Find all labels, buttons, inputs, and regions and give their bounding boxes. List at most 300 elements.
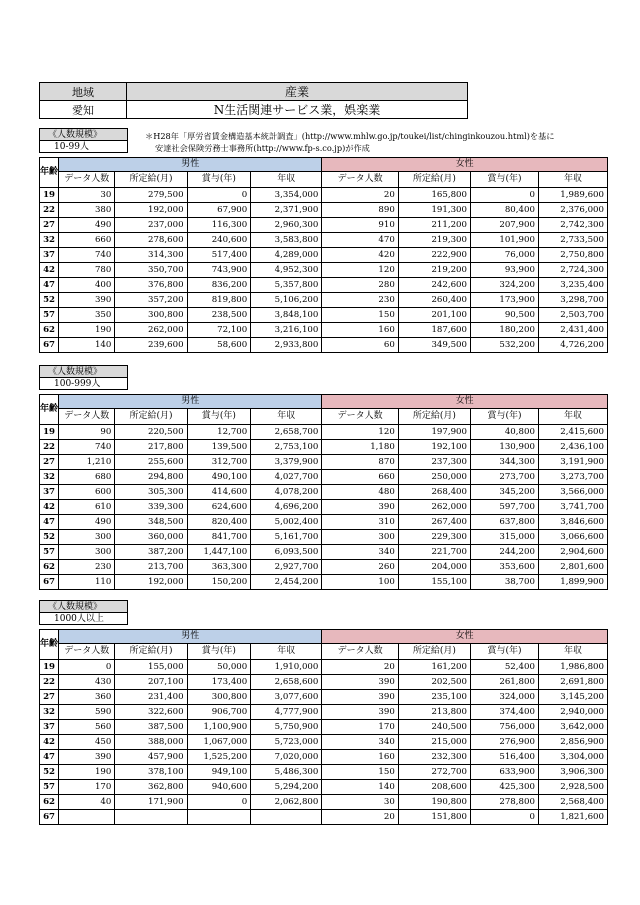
- female-bonus-cell: 207,900: [470, 218, 538, 233]
- age-cell: 52: [40, 293, 59, 308]
- female-bonus-cell: 532,200: [470, 338, 538, 353]
- male-bonus-cell: 0: [187, 188, 251, 203]
- male-monthly-salary-cell: [115, 810, 187, 825]
- male-monthly-salary-cell: 388,000: [115, 735, 187, 750]
- section-size: 10-99人: [39, 140, 128, 153]
- female-bonus-cell: 637,800: [470, 515, 538, 530]
- female-data-count-cell: 420: [322, 248, 398, 263]
- female-bonus-cell: 40,800: [470, 425, 538, 440]
- female-bonus-cell: 324,200: [470, 278, 538, 293]
- age-cell: 42: [40, 263, 59, 278]
- female-bonus-cell: 76,000: [470, 248, 538, 263]
- age-cell: 62: [40, 560, 59, 575]
- female-data-count-cell: 260: [322, 560, 398, 575]
- male-data-count-cell: 450: [59, 735, 115, 750]
- female-annual-income-cell: 1,821,600: [538, 810, 607, 825]
- male-bonus-cell: 50,000: [187, 660, 251, 675]
- male-annual-income-cell: 5,486,300: [251, 765, 322, 780]
- female-annual-income-cell: 3,235,400: [538, 278, 607, 293]
- male-monthly-salary-cell: 314,300: [115, 248, 187, 263]
- female-data-count-cell: 660: [322, 470, 398, 485]
- male-annual-income-cell: 3,354,000: [251, 188, 322, 203]
- female-annual-income-cell: 2,415,600: [538, 425, 607, 440]
- female-data-count-cell: 160: [322, 750, 398, 765]
- table-row: [40, 440, 608, 455]
- female-annual-income-cell: 2,503,700: [538, 308, 607, 323]
- table-row: [40, 425, 608, 440]
- female-data-count-cell: 30: [322, 795, 398, 810]
- female-data-count-header: データ人数: [322, 409, 398, 425]
- male-header: 男性: [59, 395, 322, 409]
- age-cell: 22: [40, 675, 59, 690]
- male-data-count-cell: 350: [59, 308, 115, 323]
- male-monthly-salary-cell: 192,000: [115, 203, 187, 218]
- male-monthly-salary-cell: 357,200: [115, 293, 187, 308]
- male-monthly-salary-cell: 255,600: [115, 455, 187, 470]
- male-annual-income-cell: 2,753,100: [251, 440, 322, 455]
- age-cell: 52: [40, 530, 59, 545]
- table-row: [40, 515, 608, 530]
- age-cell: 47: [40, 750, 59, 765]
- female-monthly-salary-cell: 240,500: [398, 720, 470, 735]
- age-header: 年齢: [40, 630, 59, 660]
- female-monthly-salary-cell: 221,700: [398, 545, 470, 560]
- male-bonus-cell: 12,700: [187, 425, 251, 440]
- table-row: [40, 470, 608, 485]
- age-cell: 19: [40, 188, 59, 203]
- female-annual-income-cell: 3,191,900: [538, 455, 607, 470]
- female-data-count-cell: 160: [322, 323, 398, 338]
- table-row: [40, 690, 608, 705]
- male-annual-income-cell: 3,848,100: [251, 308, 322, 323]
- female-annual-income-cell: 2,376,000: [538, 203, 607, 218]
- age-cell: 57: [40, 545, 59, 560]
- section-label: 《人数規模》: [39, 600, 128, 612]
- female-data-count-cell: 910: [322, 218, 398, 233]
- female-data-count-cell: 390: [322, 705, 398, 720]
- age-cell: 42: [40, 735, 59, 750]
- female-bonus-cell: 516,400: [470, 750, 538, 765]
- male-data-count-cell: 600: [59, 485, 115, 500]
- female-monthly-salary-cell: 208,600: [398, 780, 470, 795]
- male-annual-income-cell: [251, 810, 322, 825]
- female-data-count-cell: 60: [322, 338, 398, 353]
- male-bonus-cell: 150,200: [187, 575, 251, 590]
- salary-table: [39, 157, 608, 353]
- female-data-count-cell: 140: [322, 780, 398, 795]
- male-monthly-salary-cell: 279,500: [115, 188, 187, 203]
- table-row: [40, 705, 608, 720]
- age-cell: 27: [40, 218, 59, 233]
- region-label: 地域: [40, 83, 127, 101]
- male-monthly-salary-cell: 387,200: [115, 545, 187, 560]
- male-data-count-cell: 680: [59, 470, 115, 485]
- table-row: [40, 203, 608, 218]
- male-annual-income-cell: 3,583,800: [251, 233, 322, 248]
- male-annual-income-cell: 2,371,900: [251, 203, 322, 218]
- male-annual-income-cell: 2,927,700: [251, 560, 322, 575]
- male-bonus-cell: 300,800: [187, 690, 251, 705]
- male-data-count-cell: 430: [59, 675, 115, 690]
- male-monthly-salary-header: 所定給(月): [115, 172, 187, 188]
- female-monthly-salary-cell: 191,300: [398, 203, 470, 218]
- male-header: 男性: [59, 630, 322, 644]
- male-monthly-salary-cell: 171,900: [115, 795, 187, 810]
- male-bonus-cell: 517,400: [187, 248, 251, 263]
- male-monthly-salary-cell: 294,800: [115, 470, 187, 485]
- female-bonus-cell: 345,200: [470, 485, 538, 500]
- table-row: [40, 293, 608, 308]
- female-annual-income-cell: 2,568,400: [538, 795, 607, 810]
- male-annual-income-cell: 2,658,700: [251, 425, 322, 440]
- female-data-count-cell: 340: [322, 735, 398, 750]
- female-annual-income-cell: 2,750,800: [538, 248, 607, 263]
- female-data-count-header: データ人数: [322, 644, 398, 660]
- female-monthly-salary-cell: 268,400: [398, 485, 470, 500]
- male-data-count-cell: 390: [59, 750, 115, 765]
- male-data-count-header: データ人数: [59, 409, 115, 425]
- table-row: [40, 735, 608, 750]
- age-cell: 27: [40, 690, 59, 705]
- table-row: [40, 765, 608, 780]
- age-cell: 57: [40, 780, 59, 795]
- male-data-count-cell: 1,210: [59, 455, 115, 470]
- female-monthly-salary-cell: 267,400: [398, 515, 470, 530]
- table-row: [40, 575, 608, 590]
- age-cell: 42: [40, 500, 59, 515]
- male-annual-income-cell: 5,002,400: [251, 515, 322, 530]
- age-cell: 67: [40, 575, 59, 590]
- female-monthly-salary-cell: 232,300: [398, 750, 470, 765]
- male-data-count-cell: 230: [59, 560, 115, 575]
- female-annual-income-cell: 3,846,600: [538, 515, 607, 530]
- table-row: [40, 323, 608, 338]
- female-annual-income-cell: 3,566,000: [538, 485, 607, 500]
- table-row: [40, 560, 608, 575]
- male-monthly-salary-cell: 220,500: [115, 425, 187, 440]
- male-data-count-cell: 190: [59, 765, 115, 780]
- male-monthly-salary-cell: 348,500: [115, 515, 187, 530]
- age-cell: 27: [40, 455, 59, 470]
- female-bonus-cell: 315,000: [470, 530, 538, 545]
- male-bonus-cell: 820,400: [187, 515, 251, 530]
- female-annual-income-cell: 3,145,200: [538, 690, 607, 705]
- female-bonus-cell: 278,800: [470, 795, 538, 810]
- male-monthly-salary-cell: 322,600: [115, 705, 187, 720]
- male-annual-income-cell: 5,106,200: [251, 293, 322, 308]
- female-annual-income-cell: 3,273,700: [538, 470, 607, 485]
- male-data-count-cell: 90: [59, 425, 115, 440]
- table-row: [40, 545, 608, 560]
- female-bonus-header: 賞与(年): [470, 409, 538, 425]
- age-cell: 19: [40, 425, 59, 440]
- age-cell: 37: [40, 248, 59, 263]
- female-bonus-cell: 90,500: [470, 308, 538, 323]
- female-data-count-cell: 390: [322, 675, 398, 690]
- female-annual-income-cell: 2,724,300: [538, 263, 607, 278]
- female-monthly-salary-cell: 190,800: [398, 795, 470, 810]
- male-annual-income-cell: 4,952,300: [251, 263, 322, 278]
- female-monthly-salary-header: 所定給(月): [398, 644, 470, 660]
- male-bonus-cell: 819,800: [187, 293, 251, 308]
- female-monthly-salary-cell: 237,300: [398, 455, 470, 470]
- female-annual-income-cell: 2,436,100: [538, 440, 607, 455]
- female-data-count-cell: 390: [322, 500, 398, 515]
- table-row: [40, 810, 608, 825]
- male-bonus-cell: 490,100: [187, 470, 251, 485]
- male-bonus-header: 賞与(年): [187, 644, 251, 660]
- female-data-count-cell: 1,180: [322, 440, 398, 455]
- male-monthly-salary-cell: 207,100: [115, 675, 187, 690]
- male-annual-income-cell: 5,723,000: [251, 735, 322, 750]
- male-monthly-salary-cell: 192,000: [115, 575, 187, 590]
- age-cell: 57: [40, 308, 59, 323]
- female-annual-income-header: 年収: [538, 409, 607, 425]
- female-annual-income-cell: 2,733,500: [538, 233, 607, 248]
- male-monthly-salary-cell: 362,800: [115, 780, 187, 795]
- female-bonus-cell: 101,900: [470, 233, 538, 248]
- male-annual-income-cell: 4,078,200: [251, 485, 322, 500]
- female-monthly-salary-cell: 260,400: [398, 293, 470, 308]
- male-annual-income-cell: 6,093,500: [251, 545, 322, 560]
- male-monthly-salary-cell: 387,500: [115, 720, 187, 735]
- female-annual-income-cell: 3,066,600: [538, 530, 607, 545]
- male-annual-income-header: 年収: [251, 172, 322, 188]
- male-data-count-cell: 30: [59, 188, 115, 203]
- salary-table: [39, 629, 608, 825]
- source-note-line-2: 安達社会保険労務士事務所(http://www.fp-s.co.jp)が作成: [155, 143, 370, 153]
- male-monthly-salary-cell: 217,800: [115, 440, 187, 455]
- male-bonus-cell: 0: [187, 795, 251, 810]
- female-monthly-salary-cell: 272,700: [398, 765, 470, 780]
- female-annual-income-cell: 3,642,000: [538, 720, 607, 735]
- female-data-count-cell: 300: [322, 530, 398, 545]
- male-annual-income-cell: 5,294,200: [251, 780, 322, 795]
- male-annual-income-cell: 4,696,200: [251, 500, 322, 515]
- male-data-count-cell: 170: [59, 780, 115, 795]
- table-row: [40, 278, 608, 293]
- male-data-count-cell: 560: [59, 720, 115, 735]
- table-row: [40, 233, 608, 248]
- female-data-count-cell: 100: [322, 575, 398, 590]
- female-annual-income-cell: 2,856,900: [538, 735, 607, 750]
- male-data-count-cell: 740: [59, 248, 115, 263]
- table-row: [40, 188, 608, 203]
- female-monthly-salary-header: 所定給(月): [398, 172, 470, 188]
- section-label: 《人数規模》: [39, 365, 128, 377]
- female-monthly-salary-cell: 213,800: [398, 705, 470, 720]
- female-monthly-salary-cell: 151,800: [398, 810, 470, 825]
- age-cell: 32: [40, 233, 59, 248]
- male-bonus-cell: 940,600: [187, 780, 251, 795]
- female-annual-income-cell: 2,904,600: [538, 545, 607, 560]
- female-bonus-cell: 425,300: [470, 780, 538, 795]
- section-size: 1000人以上: [39, 612, 128, 625]
- male-data-count-cell: 40: [59, 795, 115, 810]
- female-monthly-salary-cell: 211,200: [398, 218, 470, 233]
- female-annual-income-cell: 3,741,700: [538, 500, 607, 515]
- table-row: [40, 660, 608, 675]
- table-row: [40, 795, 608, 810]
- female-bonus-cell: 273,700: [470, 470, 538, 485]
- male-annual-income-cell: 3,379,900: [251, 455, 322, 470]
- male-annual-income-header: 年収: [251, 409, 322, 425]
- female-annual-income-cell: 3,298,700: [538, 293, 607, 308]
- female-monthly-salary-cell: 204,000: [398, 560, 470, 575]
- male-bonus-cell: 139,500: [187, 440, 251, 455]
- male-annual-income-cell: 2,933,800: [251, 338, 322, 353]
- male-data-count-cell: 300: [59, 545, 115, 560]
- female-bonus-cell: 756,000: [470, 720, 538, 735]
- female-data-count-cell: 890: [322, 203, 398, 218]
- female-header: 女性: [322, 158, 608, 172]
- female-bonus-cell: 597,700: [470, 500, 538, 515]
- female-monthly-salary-cell: 235,100: [398, 690, 470, 705]
- male-bonus-cell: 414,600: [187, 485, 251, 500]
- female-annual-income-cell: 4,726,200: [538, 338, 607, 353]
- table-row: [40, 338, 608, 353]
- female-data-count-cell: 20: [322, 660, 398, 675]
- male-annual-income-cell: 4,289,000: [251, 248, 322, 263]
- female-monthly-salary-cell: 155,100: [398, 575, 470, 590]
- female-bonus-header: 賞与(年): [470, 644, 538, 660]
- female-bonus-cell: 180,200: [470, 323, 538, 338]
- male-monthly-salary-header: 所定給(月): [115, 409, 187, 425]
- region-value: 愛知: [40, 101, 127, 119]
- age-cell: 32: [40, 470, 59, 485]
- table-row: [40, 248, 608, 263]
- female-data-count-cell: 120: [322, 263, 398, 278]
- male-data-count-cell: 740: [59, 440, 115, 455]
- female-monthly-salary-cell: 222,900: [398, 248, 470, 263]
- table-row: [40, 530, 608, 545]
- male-annual-income-cell: 1,910,000: [251, 660, 322, 675]
- female-annual-income-cell: 2,801,600: [538, 560, 607, 575]
- male-bonus-cell: 312,700: [187, 455, 251, 470]
- male-data-count-cell: [59, 810, 115, 825]
- male-monthly-salary-cell: 239,600: [115, 338, 187, 353]
- female-annual-income-cell: 2,928,500: [538, 780, 607, 795]
- male-annual-income-cell: 4,027,700: [251, 470, 322, 485]
- male-data-count-cell: 610: [59, 500, 115, 515]
- female-bonus-cell: 0: [470, 188, 538, 203]
- male-annual-income-cell: 2,960,300: [251, 218, 322, 233]
- female-data-count-cell: 170: [322, 720, 398, 735]
- male-data-count-cell: 780: [59, 263, 115, 278]
- female-data-count-cell: 310: [322, 515, 398, 530]
- table-row: [40, 218, 608, 233]
- male-monthly-salary-header: 所定給(月): [115, 644, 187, 660]
- salary-table: [39, 394, 608, 590]
- male-annual-income-cell: 2,062,800: [251, 795, 322, 810]
- female-bonus-cell: 130,900: [470, 440, 538, 455]
- female-bonus-cell: 244,200: [470, 545, 538, 560]
- table-row: [40, 500, 608, 515]
- section-size: 100-999人: [39, 377, 128, 390]
- age-cell: 62: [40, 795, 59, 810]
- male-bonus-cell: 1,525,200: [187, 750, 251, 765]
- female-monthly-salary-cell: 219,200: [398, 263, 470, 278]
- female-annual-income-header: 年収: [538, 172, 607, 188]
- female-annual-income-cell: 3,304,000: [538, 750, 607, 765]
- female-data-count-cell: 120: [322, 425, 398, 440]
- male-bonus-cell: 238,500: [187, 308, 251, 323]
- female-monthly-salary-cell: 262,000: [398, 500, 470, 515]
- male-bonus-cell: 841,700: [187, 530, 251, 545]
- male-monthly-salary-cell: 231,400: [115, 690, 187, 705]
- male-bonus-header: 賞与(年): [187, 172, 251, 188]
- female-bonus-cell: 344,300: [470, 455, 538, 470]
- female-data-count-cell: 480: [322, 485, 398, 500]
- age-cell: 22: [40, 203, 59, 218]
- male-data-count-cell: 380: [59, 203, 115, 218]
- female-data-count-cell: 230: [322, 293, 398, 308]
- section-label: 《人数規模》: [39, 128, 128, 140]
- male-data-count-cell: 490: [59, 515, 115, 530]
- source-note-line-1: ＊H28年「厚労省賃金構造基本統計調査」(http://www.mhlw.go.jp/toukei/list/chinginkouzou.html)を基に: [145, 131, 555, 141]
- female-header: 女性: [322, 395, 608, 409]
- male-data-count-header: データ人数: [59, 644, 115, 660]
- female-monthly-salary-cell: 192,100: [398, 440, 470, 455]
- female-bonus-cell: 93,900: [470, 263, 538, 278]
- female-bonus-cell: 0: [470, 810, 538, 825]
- male-monthly-salary-cell: 305,300: [115, 485, 187, 500]
- male-data-count-cell: 190: [59, 323, 115, 338]
- age-header: 年齢: [40, 158, 59, 188]
- table-row: [40, 720, 608, 735]
- female-bonus-header: 賞与(年): [470, 172, 538, 188]
- age-cell: 22: [40, 440, 59, 455]
- female-header: 女性: [322, 630, 608, 644]
- male-bonus-cell: 173,400: [187, 675, 251, 690]
- table-row: [40, 263, 608, 278]
- female-data-count-cell: 280: [322, 278, 398, 293]
- age-cell: 67: [40, 338, 59, 353]
- female-bonus-cell: 38,700: [470, 575, 538, 590]
- male-data-count-cell: 360: [59, 690, 115, 705]
- industry-label: 産業: [127, 83, 468, 101]
- male-monthly-salary-cell: 376,800: [115, 278, 187, 293]
- male-data-count-cell: 590: [59, 705, 115, 720]
- female-data-count-cell: 150: [322, 765, 398, 780]
- header-table: [39, 82, 468, 119]
- male-bonus-cell: [187, 810, 251, 825]
- female-data-count-cell: 470: [322, 233, 398, 248]
- male-monthly-salary-cell: 360,000: [115, 530, 187, 545]
- female-annual-income-cell: 2,742,300: [538, 218, 607, 233]
- female-bonus-cell: 324,000: [470, 690, 538, 705]
- male-annual-income-cell: 5,357,800: [251, 278, 322, 293]
- male-monthly-salary-cell: 378,100: [115, 765, 187, 780]
- female-annual-income-cell: 1,899,900: [538, 575, 607, 590]
- age-cell: 37: [40, 485, 59, 500]
- male-bonus-cell: 743,900: [187, 263, 251, 278]
- female-annual-income-header: 年収: [538, 644, 607, 660]
- male-monthly-salary-cell: 278,600: [115, 233, 187, 248]
- table-row: [40, 780, 608, 795]
- female-bonus-cell: 633,900: [470, 765, 538, 780]
- male-monthly-salary-cell: 262,000: [115, 323, 187, 338]
- age-header: 年齢: [40, 395, 59, 425]
- male-bonus-cell: 72,100: [187, 323, 251, 338]
- male-annual-income-cell: 2,658,600: [251, 675, 322, 690]
- female-annual-income-cell: 1,986,800: [538, 660, 607, 675]
- female-annual-income-cell: 3,906,300: [538, 765, 607, 780]
- female-annual-income-cell: 2,940,000: [538, 705, 607, 720]
- male-bonus-cell: 1,447,100: [187, 545, 251, 560]
- female-bonus-cell: 276,900: [470, 735, 538, 750]
- female-bonus-cell: 80,400: [470, 203, 538, 218]
